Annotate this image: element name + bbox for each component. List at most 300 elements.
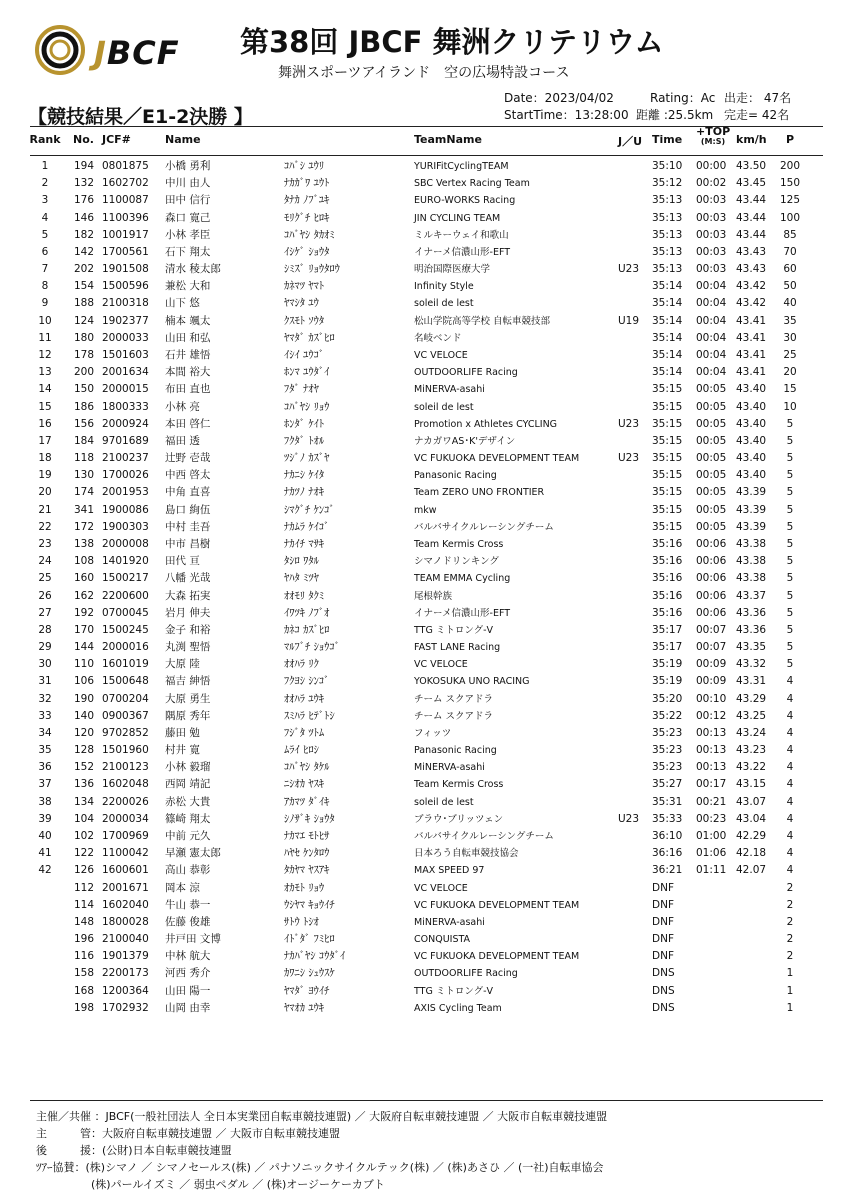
points-cell: 5 bbox=[786, 486, 794, 499]
rank-cell: 3 bbox=[41, 194, 49, 207]
table-row bbox=[0, 965, 853, 982]
team-cell: フィッツ bbox=[414, 727, 452, 739]
rank-cell: 4 bbox=[41, 211, 49, 224]
kana-cell: ｸｽﾓﾄ ｿｳﾀ bbox=[284, 314, 325, 327]
table-row bbox=[0, 295, 853, 312]
speed-cell: 43.43 bbox=[736, 263, 767, 276]
points-cell: 125 bbox=[779, 194, 801, 207]
gap-cell: 00:04 bbox=[696, 314, 727, 327]
time-cell: 35:17 bbox=[652, 641, 683, 654]
speed-cell: 43.50 bbox=[736, 160, 767, 172]
time-cell: 35:16 bbox=[652, 572, 683, 585]
kana-cell: ﾀｼﾛ ﾜﾀﾙ bbox=[284, 555, 319, 568]
bib-cell: 108 bbox=[73, 555, 94, 568]
time-cell: 35:16 bbox=[652, 606, 683, 619]
rank-cell: 12 bbox=[38, 348, 52, 361]
jcf-cell: 1500596 bbox=[102, 280, 149, 293]
jcf-cell: 9702852 bbox=[102, 726, 149, 739]
name-cell: 清水 稜太郎 bbox=[165, 263, 221, 276]
gap-cell: 00:06 bbox=[696, 537, 727, 550]
bib-cell: 188 bbox=[73, 297, 94, 310]
name-cell: 岩月 伸夫 bbox=[165, 606, 211, 619]
team-cell: イナーメ信濃山形-EFT bbox=[414, 607, 511, 619]
race-rating: Rating：Ac bbox=[650, 91, 716, 105]
jcf-cell: 1500245 bbox=[102, 623, 149, 636]
rank-cell: 15 bbox=[38, 400, 52, 413]
gap-cell: 00:05 bbox=[696, 417, 727, 430]
bib-cell: 112 bbox=[73, 881, 94, 894]
logo-wordmark: JBCF bbox=[94, 34, 180, 72]
time-cell: DNS bbox=[652, 967, 675, 980]
points-cell: 2 bbox=[786, 898, 794, 911]
col-no: No. bbox=[73, 133, 94, 146]
table-row bbox=[0, 536, 853, 553]
jcf-cell: 1901379 bbox=[102, 950, 149, 963]
name-cell: 本間 裕大 bbox=[165, 366, 211, 379]
points-cell: 2 bbox=[786, 881, 794, 894]
time-cell: 35:20 bbox=[652, 692, 683, 705]
bib-cell: 118 bbox=[73, 452, 94, 465]
points-cell: 20 bbox=[783, 366, 797, 379]
speed-cell: 43.29 bbox=[736, 692, 767, 705]
page-title: 第38回 JBCF 舞洲クリテリウム bbox=[240, 25, 664, 59]
jcf-cell: 1500648 bbox=[102, 675, 149, 688]
time-cell: 35:14 bbox=[652, 280, 683, 293]
rank-cell: 37 bbox=[38, 778, 52, 791]
speed-cell: 43.43 bbox=[736, 245, 767, 258]
gap-cell: 00:05 bbox=[696, 503, 727, 516]
time-cell: 35:15 bbox=[652, 383, 683, 396]
points-cell: 5 bbox=[786, 434, 794, 447]
bib-cell: 182 bbox=[73, 228, 94, 241]
speed-cell: 43.31 bbox=[736, 675, 767, 688]
points-cell: 4 bbox=[786, 692, 794, 705]
rank-cell: 9 bbox=[41, 297, 49, 310]
team-cell: Promotion x Athletes CYCLING bbox=[414, 418, 558, 430]
gap-cell: 00:05 bbox=[696, 400, 727, 413]
table-row bbox=[0, 639, 853, 656]
name-cell: 石井 雄悟 bbox=[165, 348, 211, 361]
points-cell: 15 bbox=[783, 383, 797, 396]
time-cell: DNF bbox=[652, 950, 674, 963]
jcf-cell: 1900303 bbox=[102, 520, 149, 533]
jcf-cell: 1800333 bbox=[102, 400, 149, 413]
name-cell: 福田 透 bbox=[165, 434, 200, 447]
jcf-cell: 0900367 bbox=[102, 709, 149, 722]
team-cell: mkw bbox=[414, 504, 437, 516]
rank-cell: 6 bbox=[41, 245, 49, 258]
jcf-cell: 1602040 bbox=[102, 898, 149, 911]
rank-cell: 19 bbox=[38, 469, 52, 482]
bib-cell: 124 bbox=[73, 314, 94, 327]
points-cell: 2 bbox=[786, 915, 794, 928]
kana-cell: ｺﾊﾞﾔｼ ﾘｮｳ bbox=[284, 400, 330, 413]
table-row bbox=[0, 347, 853, 364]
table-row bbox=[0, 931, 853, 948]
name-cell: 八幡 光哉 bbox=[165, 572, 211, 585]
jcf-cell: 1601019 bbox=[102, 658, 149, 671]
bib-cell: 142 bbox=[73, 245, 94, 258]
table-row bbox=[0, 708, 853, 725]
footer-credits bbox=[36, 1108, 607, 1193]
rank-cell: 42 bbox=[38, 864, 52, 877]
kana-cell: ｵｵﾊﾗ ﾕｳｷ bbox=[284, 692, 325, 705]
time-cell: 35:15 bbox=[652, 417, 683, 430]
speed-cell: 42.07 bbox=[736, 864, 767, 877]
jcf-cell: 1602048 bbox=[102, 778, 149, 791]
points-cell: 5 bbox=[786, 555, 794, 568]
table-row bbox=[0, 192, 853, 209]
bib-cell: 172 bbox=[73, 520, 94, 533]
kana-cell: ﾀｶﾔﾏ ﾔｽｱｷ bbox=[284, 864, 330, 877]
bib-cell: 178 bbox=[73, 348, 94, 361]
category-cell: U19 bbox=[618, 314, 640, 327]
table-row bbox=[0, 399, 853, 416]
bib-cell: 138 bbox=[73, 537, 94, 550]
rank-cell: 22 bbox=[38, 520, 52, 533]
speed-cell: 43.36 bbox=[736, 623, 767, 636]
points-cell: 4 bbox=[786, 864, 794, 877]
footer-management: 主 管：大阪府自転車競技連盟 ／ 大阪市自転車競技連盟 bbox=[36, 1127, 340, 1140]
team-cell: Infinity Style bbox=[414, 281, 474, 293]
gap-cell: 00:03 bbox=[696, 228, 727, 241]
time-cell: 35:15 bbox=[652, 486, 683, 499]
jcf-cell: 2000016 bbox=[102, 641, 149, 654]
speed-cell: 42.29 bbox=[736, 830, 767, 843]
jcf-cell: 9701689 bbox=[102, 434, 149, 447]
name-cell: 本田 啓仁 bbox=[165, 417, 211, 430]
gap-cell: 00:04 bbox=[696, 366, 727, 379]
jcf-cell: 1001917 bbox=[102, 228, 149, 241]
rank-cell: 13 bbox=[38, 366, 52, 379]
gap-cell: 00:09 bbox=[696, 675, 727, 688]
team-cell: イナーメ信濃山形-EFT bbox=[414, 246, 511, 258]
name-cell: 金子 和裕 bbox=[165, 623, 211, 636]
kana-cell: ﾔﾏﾀﾞ ﾖｳｲﾁ bbox=[284, 984, 330, 997]
name-cell: 小林 毅瑠 bbox=[165, 761, 211, 774]
jcf-cell: 2000033 bbox=[102, 331, 149, 344]
table-row bbox=[0, 605, 853, 622]
kana-cell: ﾔﾊﾀ ﾐﾂﾔ bbox=[284, 572, 319, 585]
gap-cell: 00:13 bbox=[696, 726, 727, 739]
speed-cell: 43.23 bbox=[736, 744, 767, 757]
table-row bbox=[0, 656, 853, 673]
rank-cell: 29 bbox=[38, 641, 52, 654]
team-cell: VC FUKUOKA DEVELOPMENT TEAM bbox=[414, 899, 580, 911]
gap-cell: 00:17 bbox=[696, 778, 727, 791]
points-cell: 4 bbox=[786, 675, 794, 688]
col-team: TeamName bbox=[414, 133, 482, 146]
table-row bbox=[0, 759, 853, 776]
time-cell: 35:23 bbox=[652, 761, 683, 774]
jcf-cell: 1700969 bbox=[102, 830, 149, 843]
rank-cell: 1 bbox=[41, 160, 49, 172]
gap-cell: 00:03 bbox=[696, 263, 727, 276]
time-cell: 35:15 bbox=[652, 434, 683, 447]
jcf-cell: 2001671 bbox=[102, 881, 149, 894]
table-row bbox=[0, 880, 853, 897]
team-cell: バルバサイクルレーシングチーム bbox=[414, 521, 554, 533]
rank-cell: 30 bbox=[38, 658, 52, 671]
points-cell: 4 bbox=[786, 830, 794, 843]
speed-cell: 43.40 bbox=[736, 400, 767, 413]
team-cell: OUTDOORLIFE Racing bbox=[414, 968, 518, 980]
kana-cell: ｲｼｲ ﾕｳｺﾞ bbox=[284, 348, 325, 361]
table-row bbox=[0, 794, 853, 811]
bib-cell: 174 bbox=[73, 486, 94, 499]
time-cell: 35:19 bbox=[652, 675, 683, 688]
jcf-cell: 1902377 bbox=[102, 314, 149, 327]
name-cell: 田代 亘 bbox=[165, 555, 200, 568]
name-cell: 藤田 勉 bbox=[165, 726, 200, 739]
points-cell: 4 bbox=[786, 761, 794, 774]
speed-cell: 43.40 bbox=[736, 452, 767, 465]
start-time: StartTime：13:28:00 bbox=[504, 108, 629, 122]
bib-cell: 198 bbox=[73, 1001, 94, 1014]
time-cell: 35:15 bbox=[652, 503, 683, 516]
points-cell: 100 bbox=[779, 211, 801, 224]
name-cell: 小林 孝臣 bbox=[165, 228, 211, 241]
time-cell: 36:10 bbox=[652, 830, 683, 843]
speed-cell: 43.39 bbox=[736, 486, 767, 499]
jcf-cell: 1501603 bbox=[102, 348, 149, 361]
table-row bbox=[0, 433, 853, 450]
kana-cell: ｵｵﾊﾗ ﾘｸ bbox=[284, 658, 319, 671]
jbcf-logo bbox=[34, 20, 204, 90]
gap-cell: 00:06 bbox=[696, 572, 727, 585]
time-cell: 36:21 bbox=[652, 864, 683, 877]
team-cell: MiNERVA-asahi bbox=[414, 384, 485, 396]
footer-sponsors-cont: (株)パールイズミ ／ 弱虫ペダル ／ (株)オージーケーカブト bbox=[36, 1178, 385, 1191]
time-cell: DNS bbox=[652, 984, 675, 997]
kana-cell: ｼﾏｸﾞﾁ ｹﾝｺﾞ bbox=[284, 503, 335, 516]
bib-cell: 128 bbox=[73, 744, 94, 757]
team-cell: TTG ミトロング-V bbox=[414, 985, 494, 997]
kana-cell: ｵｵﾓﾘ ﾀｸﾐ bbox=[284, 589, 325, 602]
kana-cell: ﾌｼﾞﾀ ﾂﾄﾑ bbox=[284, 726, 325, 739]
time-cell: 35:16 bbox=[652, 555, 683, 568]
name-cell: 大原 陸 bbox=[165, 658, 200, 671]
team-cell: MiNERVA-asahi bbox=[414, 762, 485, 774]
kana-cell: ﾂｼﾞﾉ ｶｽﾞﾔ bbox=[284, 452, 330, 465]
table-row bbox=[0, 467, 853, 484]
time-cell: DNF bbox=[652, 915, 674, 928]
time-cell: DNF bbox=[652, 881, 674, 894]
team-cell: 日本ろう自転車競技協会 bbox=[414, 848, 519, 860]
jcf-cell: 1702932 bbox=[102, 1001, 149, 1014]
name-cell: 河西 秀介 bbox=[165, 967, 211, 980]
team-cell: 尾根幹族 bbox=[414, 590, 453, 602]
gap-cell: 00:05 bbox=[696, 383, 727, 396]
jcf-cell: 1500217 bbox=[102, 572, 149, 585]
rank-cell: 38 bbox=[38, 795, 52, 808]
rank-cell: 17 bbox=[38, 434, 52, 447]
divider bbox=[30, 155, 823, 156]
footer-sponsors: ﾂｱｰ協賛：(株)シマノ ／ シマノセールス(株) ／ パナソニックサイクルテック(株) ／ (株)あさひ ／ (一社)自転車協会 bbox=[36, 1161, 604, 1174]
kana-cell: ﾏﾙﾌﾞﾁ ｼｮｳｺﾞ bbox=[284, 641, 340, 654]
points-cell: 5 bbox=[786, 572, 794, 585]
table-row bbox=[0, 313, 853, 330]
speed-cell: 43.41 bbox=[736, 314, 767, 327]
speed-cell: 43.38 bbox=[736, 555, 767, 568]
table-row bbox=[0, 776, 853, 793]
bib-cell: 184 bbox=[73, 434, 94, 447]
gap-cell: 00:03 bbox=[696, 211, 727, 224]
name-cell: 早瀬 憲太郎 bbox=[165, 847, 221, 860]
points-cell: 4 bbox=[786, 795, 794, 808]
rank-cell: 10 bbox=[38, 314, 52, 327]
rank-cell: 18 bbox=[38, 452, 52, 465]
rank-cell: 40 bbox=[38, 830, 52, 843]
speed-cell: 43.42 bbox=[736, 280, 767, 293]
team-cell: AXIS Cycling Team bbox=[414, 1002, 502, 1014]
team-cell: チーム スクアドラ bbox=[414, 710, 494, 722]
kana-cell: ｺﾊﾞﾔｼ ﾀｶｵﾐ bbox=[284, 228, 335, 241]
table-row bbox=[0, 519, 853, 536]
team-cell: VC FUKUOKA DEVELOPMENT TEAM bbox=[414, 453, 580, 465]
rank-cell: 14 bbox=[38, 383, 52, 396]
col-jcf: JCF# bbox=[102, 133, 131, 146]
rank-cell: 2 bbox=[41, 177, 49, 190]
speed-cell: 43.39 bbox=[736, 503, 767, 516]
bib-cell: 136 bbox=[73, 778, 94, 791]
bib-cell: 122 bbox=[73, 847, 94, 860]
rank-cell: 27 bbox=[38, 606, 52, 619]
name-cell: 井戸田 文博 bbox=[165, 933, 221, 946]
time-cell: 35:16 bbox=[652, 589, 683, 602]
points-cell: 150 bbox=[779, 177, 801, 190]
kana-cell: ﾅｶｶﾞﾜ ﾕｳﾄ bbox=[284, 177, 330, 190]
rank-cell: 20 bbox=[38, 486, 52, 499]
bib-cell: 114 bbox=[73, 898, 94, 911]
time-cell: 35:13 bbox=[652, 211, 683, 224]
entries-count: 出走： 47名 bbox=[724, 91, 792, 105]
name-cell: 佐藤 俊雄 bbox=[165, 915, 211, 928]
col-rank: Rank bbox=[29, 133, 61, 146]
rank-cell: 24 bbox=[38, 555, 52, 568]
speed-cell: 43.22 bbox=[736, 761, 767, 774]
speed-cell: 43.36 bbox=[736, 606, 767, 619]
time-cell: 35:14 bbox=[652, 348, 683, 361]
footer-support: 後 援：(公財)日本自転車競技連盟 bbox=[36, 1144, 232, 1157]
name-cell: 岡本 涼 bbox=[165, 881, 200, 894]
name-cell: 村井 寛 bbox=[165, 744, 200, 757]
points-cell: 5 bbox=[786, 417, 794, 430]
table-row bbox=[0, 175, 853, 192]
name-cell: 丸渕 聖悟 bbox=[165, 641, 211, 654]
bib-cell: 190 bbox=[73, 692, 94, 705]
points-cell: 10 bbox=[783, 400, 797, 413]
points-cell: 4 bbox=[786, 744, 794, 757]
venue-subtitle: 舞洲スポーツアイランド 空の広場特設コース bbox=[278, 65, 570, 81]
table-row bbox=[0, 588, 853, 605]
time-cell: 35:10 bbox=[652, 160, 683, 172]
team-cell: soleil de lest bbox=[414, 796, 474, 808]
gap-cell: 00:03 bbox=[696, 245, 727, 258]
divider bbox=[30, 1100, 823, 1101]
time-cell: 35:13 bbox=[652, 228, 683, 241]
points-cell: 4 bbox=[786, 847, 794, 860]
points-cell: 5 bbox=[786, 623, 794, 636]
time-cell: 36:16 bbox=[652, 847, 683, 860]
points-cell: 5 bbox=[786, 520, 794, 533]
jcf-cell: 2001634 bbox=[102, 366, 149, 379]
points-cell: 200 bbox=[779, 160, 801, 172]
name-cell: 牛山 恭一 bbox=[165, 898, 211, 911]
jcf-cell: 1200364 bbox=[102, 984, 149, 997]
speed-cell: 43.42 bbox=[736, 297, 767, 310]
time-cell: 35:23 bbox=[652, 726, 683, 739]
jcf-cell: 1100042 bbox=[102, 847, 149, 860]
time-cell: 35:13 bbox=[652, 263, 683, 276]
race-date: Date：2023/04/02 bbox=[504, 91, 614, 105]
points-cell: 40 bbox=[783, 297, 797, 310]
gap-cell: 00:06 bbox=[696, 606, 727, 619]
team-cell: soleil de lest bbox=[414, 401, 474, 413]
rank-cell: 16 bbox=[38, 417, 52, 430]
time-cell: 35:13 bbox=[652, 245, 683, 258]
logo-ring-icon bbox=[34, 24, 86, 76]
time-cell: DNF bbox=[652, 898, 674, 911]
category-cell: U23 bbox=[618, 452, 640, 465]
team-cell: Panasonic Racing bbox=[414, 470, 497, 482]
jcf-cell: 2200600 bbox=[102, 589, 149, 602]
speed-cell: 43.38 bbox=[736, 537, 767, 550]
bib-cell: 102 bbox=[73, 830, 94, 843]
jcf-cell: 1700026 bbox=[102, 469, 149, 482]
team-cell: VC VELOCE bbox=[414, 882, 468, 894]
jcf-cell: 2200173 bbox=[102, 967, 149, 980]
speed-cell: 43.04 bbox=[736, 812, 767, 825]
time-cell: DNS bbox=[652, 1001, 675, 1014]
time-cell: 35:27 bbox=[652, 778, 683, 791]
table-row bbox=[0, 278, 853, 295]
time-cell: 35:14 bbox=[652, 314, 683, 327]
kana-cell: ｺﾊﾞｼ ﾕｳﾘ bbox=[284, 160, 325, 172]
gap-cell: 00:00 bbox=[696, 160, 727, 172]
jcf-cell: 1800028 bbox=[102, 915, 149, 928]
table-row bbox=[0, 811, 853, 828]
bib-cell: 176 bbox=[73, 194, 94, 207]
jcf-cell: 2000034 bbox=[102, 812, 149, 825]
time-cell: 35:15 bbox=[652, 469, 683, 482]
name-cell: 中前 元久 bbox=[165, 830, 211, 843]
bib-cell: 130 bbox=[73, 469, 94, 482]
bib-cell: 106 bbox=[73, 675, 94, 688]
points-cell: 5 bbox=[786, 606, 794, 619]
bib-cell: 186 bbox=[73, 400, 94, 413]
jcf-cell: 2001953 bbox=[102, 486, 149, 499]
bib-cell: 148 bbox=[73, 915, 94, 928]
rank-cell: 7 bbox=[41, 263, 49, 276]
bib-cell: 120 bbox=[73, 726, 94, 739]
table-row bbox=[0, 742, 853, 759]
col-top-unit: (M:S) bbox=[700, 137, 726, 146]
bib-cell: 152 bbox=[73, 761, 94, 774]
rank-cell: 26 bbox=[38, 589, 52, 602]
points-cell: 4 bbox=[786, 709, 794, 722]
category-cell: U23 bbox=[618, 812, 640, 825]
bib-cell: 200 bbox=[73, 366, 94, 379]
jcf-cell: 1901508 bbox=[102, 263, 149, 276]
team-cell: VC VELOCE bbox=[414, 659, 468, 671]
bib-cell: 202 bbox=[73, 263, 94, 276]
kana-cell: ｻﾄｳ ﾄｼｵ bbox=[284, 915, 319, 928]
jcf-cell: 0801875 bbox=[102, 160, 149, 172]
speed-cell: 43.40 bbox=[736, 469, 767, 482]
rank-cell: 34 bbox=[38, 726, 52, 739]
kana-cell: ｶﾜﾆｼ ｼｭｳｽｹ bbox=[284, 967, 335, 980]
